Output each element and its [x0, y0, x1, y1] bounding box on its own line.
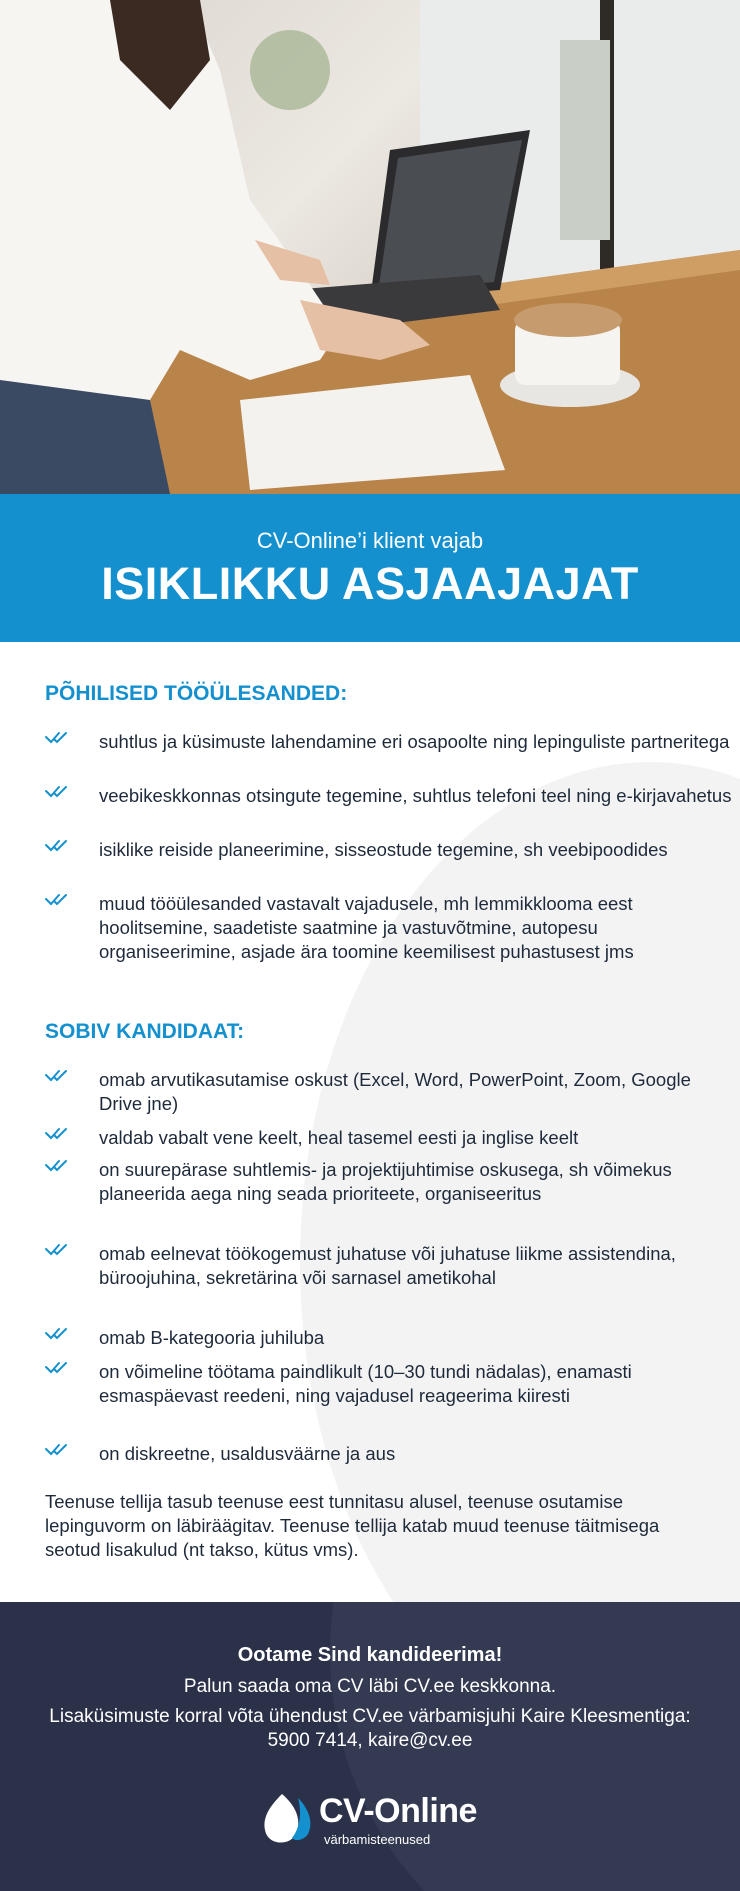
requirement-item: [45, 1158, 695, 1230]
requirement-text: on võimeline töötama paindlikult (10–30 tundi nädalas), enamasti esmaspäevast reedeni, ning vajadusel reageerima kiiresti: [99, 1361, 632, 1406]
task-item: [45, 730, 730, 778]
requirement-text: omab B-kategooria juhiluba: [99, 1327, 325, 1348]
requirement-item: [45, 1068, 695, 1116]
requirement-item: [45, 1360, 695, 1432]
task-item: [45, 784, 732, 832]
job-title: ISIKLIKKU ASJAAJAJAT: [101, 558, 639, 609]
double-check-icon: [45, 1126, 71, 1144]
requirement-text: on suurepärase suhtlemis- ja projektijuhtimise oskusega, sh võimekus planeerida aega ning seada prioriteete, organiseeritus: [99, 1159, 672, 1204]
logo-drop-icon: [262, 1790, 316, 1846]
woman-writing-notes-illustration: [0, 0, 740, 494]
call-to-action: Ootame Sind kandideerima!: [237, 1644, 503, 1666]
requirement-text: omab arvutikasutamise oskust (Excel, Word, PowerPoint, Zoom, Google Drive jne): [99, 1069, 691, 1114]
job-description: [0, 642, 740, 1602]
terms-note: Teenuse tellija tasub teenuse eest tunnitasu alusel, teenuse osutamise lepinguvorm on läbiräägitav. Teenuse tellija katab muud teenuse täitmisega seotud lisakulud (nt takso, kütus vms).: [45, 1491, 660, 1560]
double-check-icon: [45, 1068, 71, 1086]
double-check-icon: [45, 1326, 71, 1344]
apply-instructions: Palun saada oma CV läbi CV.ee keskkonna.: [183, 1676, 557, 1697]
task-item: [45, 838, 695, 886]
requirement-text: valdab vabalt vene keelt, heal tasemel eesti ja inglise keelt: [99, 1127, 579, 1148]
double-check-icon: [45, 1442, 71, 1460]
contact-info: Lisaküsimuste korral võta ühendust CV.ee värbamisjuhi Kaire Kleesmentiga: 5900 7414, kaire@cv.ee: [49, 1706, 691, 1751]
task-text: muud tööülesanded vastavalt vajadusele, mh lemmikklooma eest hoolitsemine, saadetiste saatmine ja vastuvõtmine, autopesu organiseerimine, asjade ära toomine keemilisest puhastusest jms: [99, 893, 634, 962]
double-check-icon: [45, 784, 71, 802]
requirement-text: on diskreetne, usaldusväärne ja aus: [99, 1443, 396, 1464]
double-check-icon: [45, 892, 71, 910]
requirement-item: [45, 1126, 695, 1150]
requirement-item: [45, 1242, 695, 1314]
task-text: veebikeskkonnas otsingute tegemine, suhtlus telefoni teel ning e-kirjavahetus: [99, 785, 732, 806]
requirement-item: [45, 1326, 695, 1350]
contact-footer: [0, 1602, 740, 1891]
banner-pretitle: CV-Online’i klient vajab: [256, 528, 484, 553]
task-text: isiklike reiside planeerimine, sisseostude tegemine, sh veebipoodides: [99, 839, 668, 860]
candidate-heading: SOBIV KANDIDAAT:: [45, 1020, 245, 1043]
double-check-icon: [45, 730, 71, 748]
double-check-icon: [45, 1158, 71, 1176]
logo-name: CV-Online: [319, 1792, 477, 1830]
task-item: [45, 892, 695, 988]
cv-online-logo[interactable]: [262, 1788, 492, 1848]
hero-photo: [0, 0, 740, 494]
double-check-icon: [45, 1242, 71, 1260]
double-check-icon: [45, 1360, 71, 1378]
title-banner: [0, 494, 740, 642]
double-check-icon: [45, 838, 71, 856]
requirement-text: omab eelnevat töökogemust juhatuse või juhatuse liikme assistendina, büroojuhina, sekretärina või sarnasel ametikohal: [99, 1243, 676, 1288]
task-text: suhtlus ja küsimuste lahendamine eri osapoolte ning lepinguliste partneritega: [99, 731, 730, 752]
requirement-item: [45, 1442, 695, 1466]
tasks-heading: PÕHILISED TÖÖÜLESANDED:: [45, 682, 348, 705]
logo-tagline: värbamisteenused: [324, 1832, 431, 1847]
